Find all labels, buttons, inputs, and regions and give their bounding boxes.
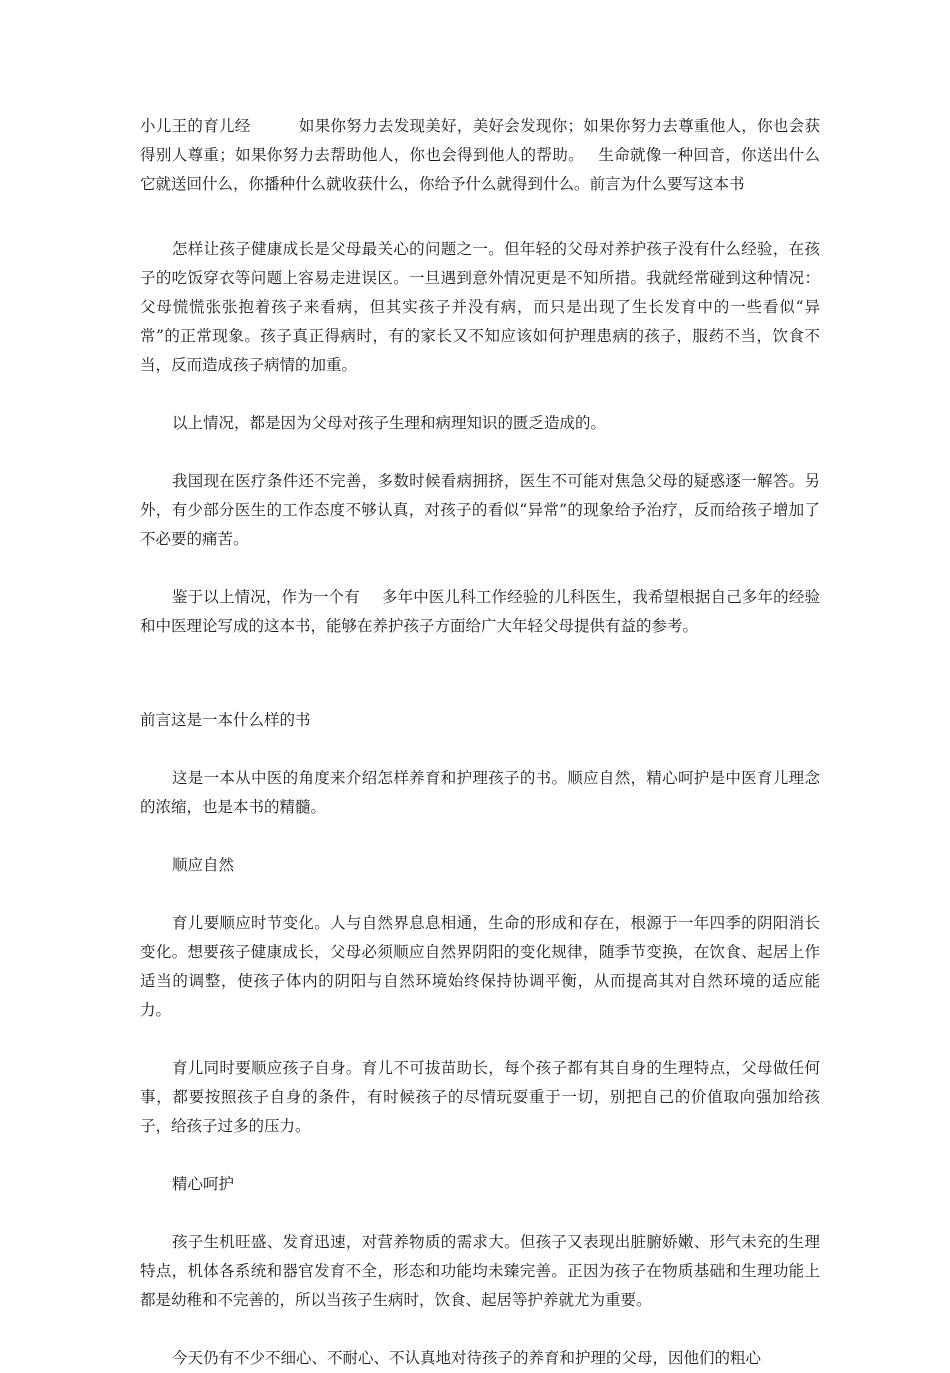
preface-1-paragraph-4-start: 鉴于以上情况，作为一个有 [172, 588, 360, 606]
shunying-paragraph-2: 育儿同时要顺应孩子自身。育儿不可拔苗助长，每个孩子都有其自身的生理特点，父母做任何事，都要按照孩子自身的条件，有时候孩子的尽情玩耍重于一切，别把自己的价值取向强加给孩子，给孩子过多的压力。 [140, 1059, 820, 1135]
preface-1-paragraph-4 [140, 583, 820, 641]
preface-2-title: 前言这是一本什么样的书 [140, 711, 311, 729]
intro-paragraph [140, 112, 820, 199]
preface-1-title: 前言为什么要写这本书 [589, 175, 745, 193]
document-page [140, 112, 820, 1373]
intro-sentence-2: 生命就像一种回音，你送出什么它就送回什么，你播种什么就收获什么，你给予什么就得到什么。 [140, 146, 820, 193]
preface-1-paragraph-4-end: 多年中医儿科工作经验的儿科医生，我希望根据自己多年的经验和中医理论写成的这本书，能够在养护孩子方面给广大年轻父母提供有益的参考。 [140, 588, 820, 635]
subheading-shunying-ziran: 顺应自然 [172, 856, 235, 874]
subheading-jingxin-hehu: 精心呵护 [172, 1175, 235, 1193]
preface-2-paragraph-1: 这是一本从中医的角度来介绍怎样养育和护理孩子的书。顺应自然，精心呵护是中医育儿理念的浓缩，也是本书的精髓。 [140, 769, 820, 816]
shunying-paragraph-1: 育儿要顺应时节变化。人与自然界息息相通，生命的形成和存在，根源于一年四季的阴阳消长变化。想要孩子健康成长，父母必须顺应自然界阴阳的变化规律，随季节变换，在饮食、起居上作适当的调整，使孩子体内的阴阳与自然环境始终保持协调平衡，从而提高其对自然环境的适应能力。 [140, 914, 820, 1019]
hehu-paragraph-1: 孩子生机旺盛、发育迅速，对营养物质的需求大。但孩子又表现出脏腑娇嫩、形气未充的生理特点，机体各系统和器官发育不全，形态和功能均未臻完善。正因为孩子在物质基础和生理功能上都是幼稚和不完善的，所以当孩子生病时，饮食、起居等护养就尤为重要。 [140, 1233, 820, 1309]
preface-1-paragraph-2: 以上情况，都是因为父母对孩子生理和病理知识的匮乏造成的。 [172, 414, 607, 432]
preface-1-paragraph-1: 怎样让孩子健康成长是父母最关心的问题之一。但年轻的父母对养护孩子没有什么经验，在孩子的吃饭穿衣等问题上容易走进误区。一旦遇到意外情况更是不知所措。我就经常碰到这种情况：父母慌慌张张抱着孩子来看病，但其实孩子并没有病，而只是出现了生长发育中的一些看似“异常”的正常现象。孩子真正得病时，有的家长又不知应该如何护理患病的孩子，服药不当，饮食不当，反而造成孩子病情的加重。 [140, 240, 820, 374]
preface-1-paragraph-3: 我国现在医疗条件还不完善，多数时候看病拥挤，医生不可能对焦急父母的疑惑逐一解答。另外，有少部分医生的工作态度不够认真，对孩子的看似“异常”的现象给予治疗，反而给孩子增加了不必要的痛苦。 [140, 472, 820, 548]
book-title: 小儿王的育儿经 [140, 117, 251, 135]
intro-sentence-1: 如果你努力去发现美好，美好会发现你；如果你努力去尊重他人，你也会获得别人尊重；如果你努力去帮助他人，你也会得到他人的帮助。 [140, 117, 820, 164]
hehu-paragraph-2: 今天仍有不少不细心、不耐心、不认真地对待孩子的养育和护理的父母，因他们的粗心 [172, 1349, 762, 1367]
